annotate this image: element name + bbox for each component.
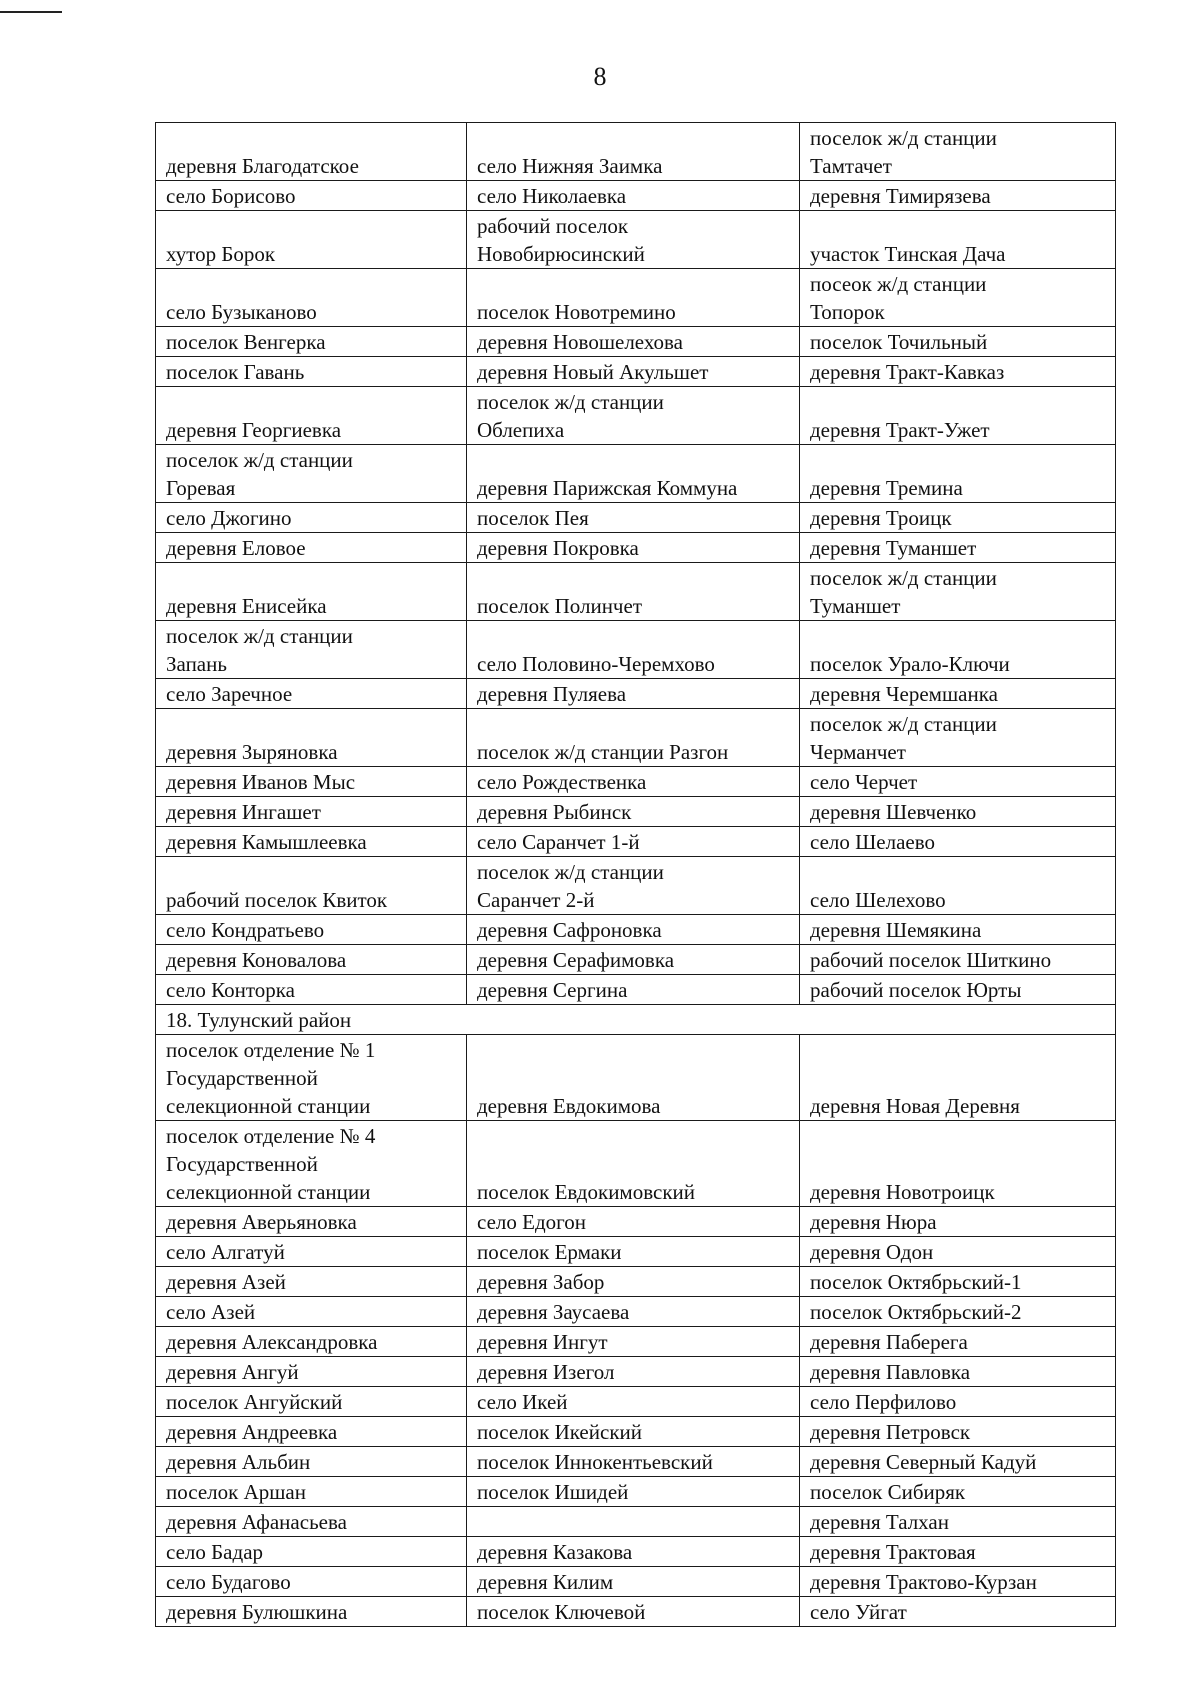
scan-edge-rule (0, 11, 62, 13)
table-cell: деревня Новый Акульшет (467, 357, 800, 387)
table-cell: деревня Килим (467, 1567, 800, 1597)
table-row (156, 1121, 1116, 1207)
table-row (156, 269, 1116, 327)
table-cell: деревня Пуляева (467, 679, 800, 709)
table-cell: поселок ж/д станции Черманчет (800, 709, 1116, 767)
table-row (156, 563, 1116, 621)
table-row (156, 797, 1116, 827)
table-cell: поселок Ангуйский (156, 1387, 467, 1417)
table-cell: деревня Северный Кадуй (800, 1447, 1116, 1477)
table-cell: поселок Ермаки (467, 1237, 800, 1267)
table-cell: деревня Александровка (156, 1327, 467, 1357)
table-row (156, 827, 1116, 857)
table-cell: рабочий поселок Квиток (156, 857, 467, 915)
table-cell: рабочий поселок Шиткино (800, 945, 1116, 975)
table-cell: поселок Аршан (156, 1477, 467, 1507)
table-cell: деревня Новотроицк (800, 1121, 1116, 1207)
table-cell: деревня Новошелехова (467, 327, 800, 357)
table-cell: деревня Шемякина (800, 915, 1116, 945)
table-row (156, 445, 1116, 503)
table-cell: село Бузыканово (156, 269, 467, 327)
table-cell: деревня Ангуй (156, 1357, 467, 1387)
table-cell: село Азей (156, 1297, 467, 1327)
table-row (156, 1237, 1116, 1267)
table-cell: поселок Пея (467, 503, 800, 533)
table-row (156, 1597, 1116, 1627)
table-row (156, 709, 1116, 767)
table-cell: деревня Сафроновка (467, 915, 800, 945)
table-cell: поселок Полинчет (467, 563, 800, 621)
table-cell: село Рождественка (467, 767, 800, 797)
table-row (156, 1567, 1116, 1597)
table-cell: село Борисово (156, 181, 467, 211)
table-cell: деревня Шевченко (800, 797, 1116, 827)
table-row (156, 1035, 1116, 1121)
table-row (156, 621, 1116, 679)
table-cell: хутор Борок (156, 211, 467, 269)
table-cell: поселок ж/д станции Облепиха (467, 387, 800, 445)
table-row (156, 975, 1116, 1005)
table-cell: деревня Серафимовка (467, 945, 800, 975)
table-row (156, 327, 1116, 357)
table-cell: деревня Афанасьева (156, 1507, 467, 1537)
table-row (156, 1477, 1116, 1507)
table-cell: село Шелаево (800, 827, 1116, 857)
table-cell: участок Тинская Дача (800, 211, 1116, 269)
table-cell: деревня Тракт-Ужет (800, 387, 1116, 445)
table-cell: деревня Троицк (800, 503, 1116, 533)
table-cell: рабочий поселок Новобирюсинский (467, 211, 800, 269)
table-row (156, 1387, 1116, 1417)
table-cell: поселок отделение № 4 Государственной селекционной станции (156, 1121, 467, 1207)
table-cell: село Николаевка (467, 181, 800, 211)
table-cell: поселок ж/д станции Тамтачет (800, 123, 1116, 181)
table-row (156, 533, 1116, 563)
table-row (156, 123, 1116, 181)
table-cell: поселок Точильный (800, 327, 1116, 357)
table-cell: деревня Еловое (156, 533, 467, 563)
table-cell: поселок ж/д станции Запань (156, 621, 467, 679)
table-cell: деревня Евдокимова (467, 1035, 800, 1121)
table-cell: село Заречное (156, 679, 467, 709)
table-cell: село Будагово (156, 1567, 467, 1597)
table-cell: деревня Петровск (800, 1417, 1116, 1447)
table-cell: деревня Талхан (800, 1507, 1116, 1537)
table-row (156, 1357, 1116, 1387)
table-row (156, 1207, 1116, 1237)
table-cell: деревня Сергина (467, 975, 800, 1005)
table-cell: село Алгатуй (156, 1237, 467, 1267)
table-row (156, 767, 1116, 797)
table-cell: деревня Черемшанка (800, 679, 1116, 709)
table-cell: поселок Венгерка (156, 327, 467, 357)
table-cell: деревня Булюшкина (156, 1597, 467, 1627)
table-row (156, 1417, 1116, 1447)
table-cell: деревня Енисейка (156, 563, 467, 621)
table-cell: село Саранчет 1-й (467, 827, 800, 857)
table-cell: село Половино-Черемхово (467, 621, 800, 679)
table-cell: поселок Ключевой (467, 1597, 800, 1627)
table-cell: поселок Октябрьский-2 (800, 1297, 1116, 1327)
table-row (156, 1507, 1116, 1537)
table-row (156, 945, 1116, 975)
table-row (156, 679, 1116, 709)
section-header-row (156, 1005, 1116, 1035)
table-cell: село Шелехово (800, 857, 1116, 915)
table-cell: деревня Павловка (800, 1357, 1116, 1387)
table-cell: поселок ж/д станции Туманшет (800, 563, 1116, 621)
table-cell: поселок отделение № 1 Государственной селекционной станции (156, 1035, 467, 1121)
table-cell: село Джогино (156, 503, 467, 533)
table-cell: деревня Ингашет (156, 797, 467, 827)
table-cell: деревня Тимирязева (800, 181, 1116, 211)
table-cell: деревня Тремина (800, 445, 1116, 503)
table-cell: деревня Ингут (467, 1327, 800, 1357)
table-cell: деревня Зыряновка (156, 709, 467, 767)
table-cell: село Нижняя Заимка (467, 123, 800, 181)
table-cell: деревня Одон (800, 1237, 1116, 1267)
table-cell: поселок ж/д станции Горевая (156, 445, 467, 503)
table-cell: деревня Нюра (800, 1207, 1116, 1237)
table-cell: деревня Андреевка (156, 1417, 467, 1447)
page-number: 8 (593, 62, 607, 91)
table-cell: деревня Георгиевка (156, 387, 467, 445)
table-cell: деревня Забор (467, 1267, 800, 1297)
table-cell: село Конторка (156, 975, 467, 1005)
section-title: 18. Тулунский район (156, 1005, 1116, 1035)
table-cell: деревня Парижская Коммуна (467, 445, 800, 503)
table-cell: деревня Казакова (467, 1537, 800, 1567)
table-cell: поселок Иннокентьевский (467, 1447, 800, 1477)
table-cell: поселок Урало-Ключи (800, 621, 1116, 679)
table-row (156, 1537, 1116, 1567)
table-cell: село Уйгат (800, 1597, 1116, 1627)
table-row (156, 503, 1116, 533)
table-cell: поселок Новотремино (467, 269, 800, 327)
table-row (156, 181, 1116, 211)
table-cell: деревня Аверьяновка (156, 1207, 467, 1237)
table-cell: поселок Октябрьский-1 (800, 1267, 1116, 1297)
table-row (156, 387, 1116, 445)
table-cell: село Бадар (156, 1537, 467, 1567)
table-cell: деревня Изегол (467, 1357, 800, 1387)
table-cell: деревня Трактово-Курзан (800, 1567, 1116, 1597)
table-cell: поселок Икейский (467, 1417, 800, 1447)
table-cell: деревня Благодатское (156, 123, 467, 181)
table-cell: поселок Гавань (156, 357, 467, 387)
table-cell: посеок ж/д станции Топорок (800, 269, 1116, 327)
table-cell: деревня Альбин (156, 1447, 467, 1477)
table-cell: село Едогон (467, 1207, 800, 1237)
table-cell: деревня Азей (156, 1267, 467, 1297)
table-row (156, 357, 1116, 387)
table-cell: поселок Евдокимовский (467, 1121, 800, 1207)
table-row (156, 1447, 1116, 1477)
table-cell (467, 1507, 800, 1537)
table-cell: деревня Покровка (467, 533, 800, 563)
table-cell: поселок Сибиряк (800, 1477, 1116, 1507)
table-cell: село Перфилово (800, 1387, 1116, 1417)
table-cell: деревня Новая Деревня (800, 1035, 1116, 1121)
table-row (156, 857, 1116, 915)
table-row (156, 1267, 1116, 1297)
table-cell: поселок ж/д станции Разгон (467, 709, 800, 767)
table-cell: деревня Тракт-Кавказ (800, 357, 1116, 387)
table-cell: рабочий поселок Юрты (800, 975, 1116, 1005)
settlements-table (155, 122, 1116, 1627)
table-cell: деревня Туманшет (800, 533, 1116, 563)
table-cell: село Икей (467, 1387, 800, 1417)
table-row (156, 211, 1116, 269)
table-row (156, 1327, 1116, 1357)
table-cell: село Кондратьево (156, 915, 467, 945)
table-cell: село Черчет (800, 767, 1116, 797)
table-cell: деревня Рыбинск (467, 797, 800, 827)
table-cell: деревня Иванов Мыс (156, 767, 467, 797)
table-cell: деревня Паберега (800, 1327, 1116, 1357)
table-cell: деревня Камышлеевка (156, 827, 467, 857)
table-cell: поселок Ишидей (467, 1477, 800, 1507)
table-cell: деревня Заусаева (467, 1297, 800, 1327)
table-cell: деревня Коновалова (156, 945, 467, 975)
table-row (156, 915, 1116, 945)
table-row (156, 1297, 1116, 1327)
table-cell: деревня Трактовая (800, 1537, 1116, 1567)
table-cell: поселок ж/д станции Саранчет 2-й (467, 857, 800, 915)
